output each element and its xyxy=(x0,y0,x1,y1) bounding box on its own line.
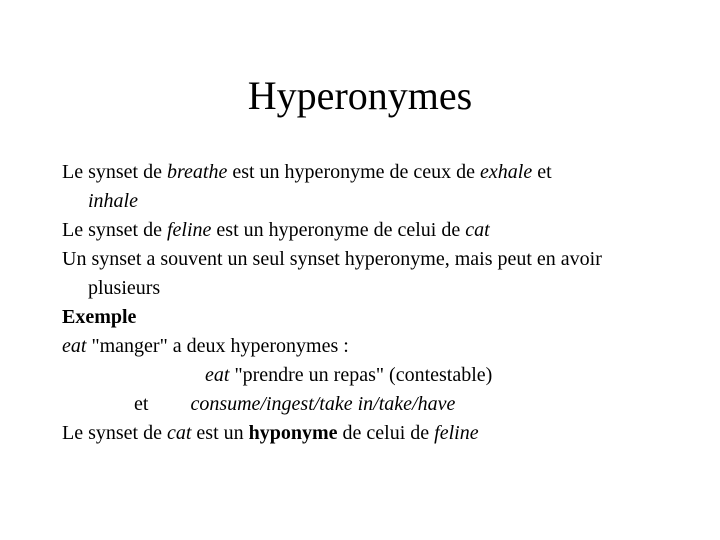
example-label: Exemple xyxy=(62,306,137,328)
text: plusieurs xyxy=(88,277,161,299)
paragraph-single-hyperonym xyxy=(62,245,682,274)
term-hyponyme: hyponyme xyxy=(248,422,338,444)
term-eat: eat xyxy=(62,335,87,357)
term-cat: cat xyxy=(465,219,490,241)
text: est un hyperonyme de ceux de xyxy=(227,161,481,183)
text: Un synset a souvent un seul synset hyperonyme, mais peut en avoir xyxy=(62,248,602,270)
slide-title: Hyperonymes xyxy=(247,73,473,118)
paragraph-hyponym xyxy=(62,419,682,448)
paragraph-feline xyxy=(62,216,682,245)
term-feline: feline xyxy=(434,422,479,444)
text: est un hyperonyme de celui de xyxy=(211,219,466,241)
example-hyperonym-2 xyxy=(62,390,682,419)
term-exhale: exhale xyxy=(480,161,533,183)
term-inhale: inhale xyxy=(88,190,138,212)
slide-body xyxy=(62,158,682,448)
example-heading xyxy=(62,303,682,332)
paragraph-single-hyperonym-continuation xyxy=(62,274,682,303)
text: Le synset de xyxy=(62,422,167,444)
text: et xyxy=(532,161,552,183)
text: Le synset de xyxy=(62,161,167,183)
term-eat: eat xyxy=(205,364,230,386)
text: "prendre un repas" (contestable) xyxy=(229,364,493,386)
text: Le synset de xyxy=(62,219,167,241)
text: est un xyxy=(191,422,249,444)
paragraph-breathe xyxy=(62,158,682,187)
text: "manger" a deux hyperonymes : xyxy=(86,335,349,357)
conjunction: et xyxy=(134,393,149,415)
term-breathe: breathe xyxy=(166,161,228,183)
paragraph-breathe-continuation xyxy=(62,187,682,216)
term-consume: consume/ingest/take in/take/have xyxy=(190,393,456,415)
text: de celui de xyxy=(337,422,435,444)
example-hyperonym-1 xyxy=(62,361,682,390)
term-cat: cat xyxy=(166,422,192,444)
term-feline: feline xyxy=(166,219,212,241)
example-eat xyxy=(62,332,682,361)
